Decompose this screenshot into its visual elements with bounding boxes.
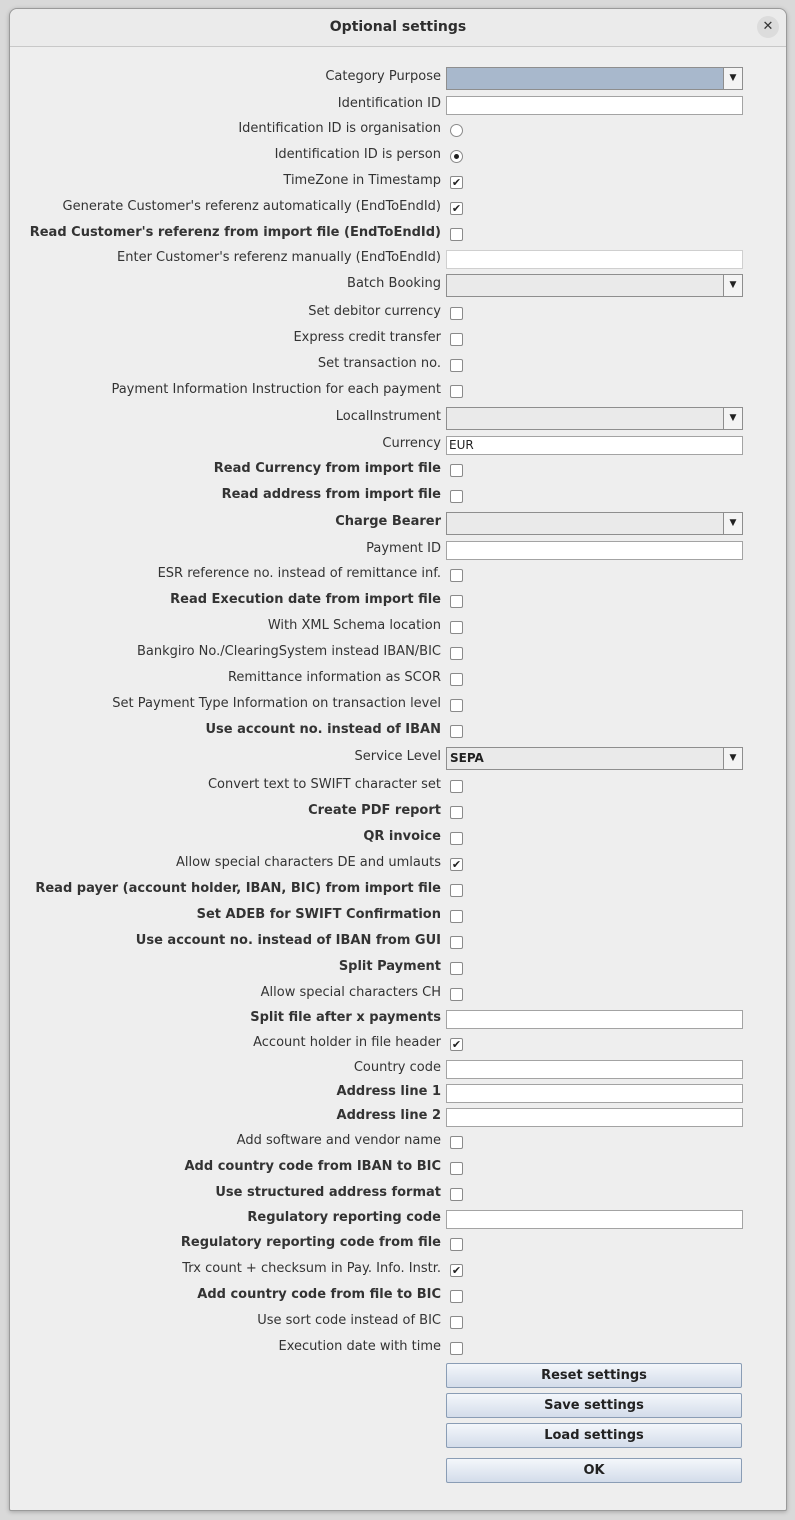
identification-id-input[interactable]: [446, 96, 743, 115]
esr-reference-no-instead-of-remittance-inf-label: ESR reference no. instead of remittance inf.: [157, 566, 441, 581]
identification-id-label: Identification ID: [337, 96, 441, 111]
setting-row-read-currency-from-import-file: [10, 458, 786, 482]
identification-id-is-organisation-radio[interactable]: [450, 124, 463, 137]
enter-customer-s-referenz-manually-endtoendid-input[interactable]: [446, 250, 743, 269]
add-software-and-vendor-name-checkbox[interactable]: [450, 1136, 463, 1149]
set-adeb-for-swift-confirmation-label: Set ADEB for SWIFT Confirmation: [196, 907, 441, 922]
setting-row-enter-customer-s-referenz-manually-endtoendid: [10, 247, 786, 271]
setting-row-use-sort-code-instead-of-bic: [10, 1310, 786, 1334]
currency-label: Currency: [382, 436, 441, 451]
check-icon: ✔: [451, 176, 462, 189]
setting-row-use-structured-address-format: [10, 1182, 786, 1206]
setting-row-qr-invoice: [10, 826, 786, 850]
reset-settings-button[interactable]: Reset settings: [446, 1363, 742, 1388]
radio-dot-icon: [454, 154, 459, 159]
setting-row-charge-bearer: [10, 511, 786, 535]
setting-row-timezone-in-timestamp: [10, 170, 786, 194]
category-purpose-label: Category Purpose: [325, 69, 441, 84]
setting-row-country-code: [10, 1057, 786, 1081]
batch-booking-dropdown[interactable]: [446, 274, 743, 297]
setting-row-identification-id-is-person: [10, 144, 786, 168]
check-icon: ✔: [451, 1038, 462, 1051]
add-country-code-from-file-to-bic-label: Add country code from file to BIC: [197, 1287, 441, 1302]
use-structured-address-format-checkbox[interactable]: [450, 1188, 463, 1201]
chevron-down-icon[interactable]: ▼: [723, 275, 742, 296]
currency-input[interactable]: EUR: [446, 436, 743, 455]
setting-row-allow-special-characters-de-and-umlauts: [10, 852, 786, 876]
setting-row-address-line-2: [10, 1105, 786, 1129]
payment-information-instruction-for-each-payment-label: Payment Information Instruction for each payment: [111, 382, 441, 397]
read-address-from-import-file-label: Read address from import file: [221, 487, 441, 502]
title-bar: [10, 9, 786, 47]
setting-row-bankgiro-no-clearingsystem-instead-iban-bic: [10, 641, 786, 665]
enter-customer-s-referenz-manually-endtoendid-label: Enter Customer's referenz manually (EndToEndId): [117, 250, 441, 265]
localinstrument-dropdown[interactable]: [446, 407, 743, 430]
chevron-down-icon[interactable]: ▼: [723, 748, 742, 769]
regulatory-reporting-code-label: Regulatory reporting code: [247, 1210, 441, 1225]
setting-row-service-level: [10, 746, 786, 770]
setting-row-address-line-1: [10, 1081, 786, 1105]
setting-row-use-account-no-instead-of-iban-from-gui: [10, 930, 786, 954]
setting-row-currency: [10, 433, 786, 457]
identification-id-is-organisation-label: Identification ID is organisation: [238, 121, 441, 136]
use-account-no-instead-of-iban-checkbox[interactable]: [450, 725, 463, 738]
setting-row-express-credit-transfer: [10, 327, 786, 351]
remittance-information-as-scor-checkbox[interactable]: [450, 673, 463, 686]
read-execution-date-from-import-file-checkbox[interactable]: [450, 595, 463, 608]
setting-row-category-purpose: [10, 66, 786, 90]
address-line-1-label: Address line 1: [336, 1084, 441, 1099]
load-settings-button[interactable]: Load settings: [446, 1423, 742, 1448]
setting-row-remittance-information-as-scor: [10, 667, 786, 691]
check-icon: ✔: [451, 202, 462, 215]
setting-row-read-execution-date-from-import-file: [10, 589, 786, 613]
check-icon: ✔: [451, 858, 462, 871]
ok-button[interactable]: OK: [446, 1458, 742, 1483]
read-payer-account-holder-iban-bic-from-import-file-label: Read payer (account holder, IBAN, BIC) from import file: [35, 881, 441, 896]
execution-date-with-time-checkbox[interactable]: [450, 1342, 463, 1355]
bankgiro-no-clearingsystem-instead-iban-bic-checkbox[interactable]: [450, 647, 463, 660]
setting-row-set-payment-type-information-on-transaction-level: [10, 693, 786, 717]
read-payer-account-holder-iban-bic-from-import-file-checkbox[interactable]: [450, 884, 463, 897]
setting-row-regulatory-reporting-code: [10, 1207, 786, 1231]
setting-row-payment-id: [10, 538, 786, 562]
timezone-in-timestamp-checkbox[interactable]: [450, 176, 463, 189]
dialog-title: Optional settings: [329, 19, 467, 35]
account-holder-in-file-header-label: Account holder in file header: [253, 1035, 441, 1050]
set-adeb-for-swift-confirmation-checkbox[interactable]: [450, 910, 463, 923]
setting-row-use-account-no-instead-of-iban: [10, 719, 786, 743]
remittance-information-as-scor-label: Remittance information as SCOR: [227, 670, 441, 685]
setting-row-esr-reference-no-instead-of-remittance-inf: [10, 563, 786, 587]
payment-id-label: Payment ID: [366, 541, 441, 556]
qr-invoice-label: QR invoice: [363, 829, 441, 844]
create-pdf-report-label: Create PDF report: [308, 803, 441, 818]
identification-id-is-person-radio[interactable]: [450, 150, 463, 163]
setting-row-account-holder-in-file-header: [10, 1032, 786, 1056]
setting-row-create-pdf-report: [10, 800, 786, 824]
qr-invoice-checkbox[interactable]: [450, 832, 463, 845]
use-account-no-instead-of-iban-from-gui-checkbox[interactable]: [450, 936, 463, 949]
use-structured-address-format-label: Use structured address format: [215, 1185, 441, 1200]
set-payment-type-information-on-transaction-level-label: Set Payment Type Information on transaction level: [112, 696, 441, 711]
chevron-down-icon[interactable]: ▼: [723, 68, 742, 89]
set-transaction-no-label: Set transaction no.: [317, 356, 441, 371]
with-xml-schema-location-label: With XML Schema location: [267, 618, 441, 633]
setting-row-identification-id: [10, 93, 786, 117]
with-xml-schema-location-checkbox[interactable]: [450, 621, 463, 634]
allow-special-characters-de-and-umlauts-label: Allow special characters DE and umlauts: [175, 855, 441, 870]
address-line-1-input[interactable]: [446, 1084, 743, 1103]
setting-row-split-payment: [10, 956, 786, 980]
add-software-and-vendor-name-label: Add software and vendor name: [236, 1133, 441, 1148]
regulatory-reporting-code-input[interactable]: [446, 1210, 743, 1229]
use-sort-code-instead-of-bic-label: Use sort code instead of BIC: [257, 1313, 441, 1328]
read-currency-from-import-file-checkbox[interactable]: [450, 464, 463, 477]
identification-id-is-person-label: Identification ID is person: [274, 147, 441, 162]
timezone-in-timestamp-label: TimeZone in Timestamp: [283, 173, 441, 188]
split-payment-label: Split Payment: [338, 959, 441, 974]
generate-customer-s-referenz-automatically-endtoendid-checkbox[interactable]: [450, 202, 463, 215]
localinstrument-label: LocalInstrument: [335, 409, 441, 424]
address-line-2-input[interactable]: [446, 1108, 743, 1127]
setting-row-trx-count-checksum-in-pay-info-instr: [10, 1258, 786, 1282]
setting-row-set-transaction-no: [10, 353, 786, 377]
account-holder-in-file-header-checkbox[interactable]: [450, 1038, 463, 1051]
setting-row-add-country-code-from-file-to-bic: [10, 1284, 786, 1308]
setting-row-read-address-from-import-file: [10, 484, 786, 508]
setting-row-read-customer-s-referenz-from-import-file-endtoendid: [10, 222, 786, 246]
service-level-dropdown-value: SEPA: [450, 751, 484, 765]
set-debitor-currency-checkbox[interactable]: [450, 307, 463, 320]
setting-row-set-debitor-currency: [10, 301, 786, 325]
esr-reference-no-instead-of-remittance-inf-checkbox[interactable]: [450, 569, 463, 582]
convert-text-to-swift-character-set-label: Convert text to SWIFT character set: [207, 777, 441, 792]
close-icon[interactable]: ✕: [757, 16, 779, 38]
address-line-2-label: Address line 2: [336, 1108, 441, 1123]
charge-bearer-dropdown[interactable]: [446, 512, 743, 535]
create-pdf-report-checkbox[interactable]: [450, 806, 463, 819]
batch-booking-label: Batch Booking: [347, 276, 441, 291]
use-sort-code-instead-of-bic-checkbox[interactable]: [450, 1316, 463, 1329]
setting-row-allow-special-characters-ch: [10, 982, 786, 1006]
regulatory-reporting-code-from-file-checkbox[interactable]: [450, 1238, 463, 1251]
setting-row-execution-date-with-time: [10, 1336, 786, 1360]
setting-row-add-country-code-from-iban-to-bic: [10, 1156, 786, 1180]
add-country-code-from-iban-to-bic-checkbox[interactable]: [450, 1162, 463, 1175]
setting-row-generate-customer-s-referenz-automatically-endtoendid: [10, 196, 786, 220]
allow-special-characters-ch-checkbox[interactable]: [450, 988, 463, 1001]
setting-row-batch-booking: [10, 273, 786, 297]
split-file-after-x-payments-input[interactable]: [446, 1010, 743, 1029]
optional-settings-dialog: [9, 8, 787, 1511]
chevron-down-icon[interactable]: ▼: [723, 513, 742, 534]
allow-special-characters-de-and-umlauts-checkbox[interactable]: [450, 858, 463, 871]
setting-row-localinstrument: [10, 406, 786, 430]
add-country-code-from-iban-to-bic-label: Add country code from IBAN to BIC: [184, 1159, 441, 1174]
service-level-label: Service Level: [354, 749, 441, 764]
setting-row-with-xml-schema-location: [10, 615, 786, 639]
use-account-no-instead-of-iban-from-gui-label: Use account no. instead of IBAN from GUI: [135, 933, 441, 948]
use-account-no-instead-of-iban-label: Use account no. instead of IBAN: [205, 722, 441, 737]
setting-row-identification-id-is-organisation: [10, 118, 786, 142]
generate-customer-s-referenz-automatically-endtoendid-label: Generate Customer's referenz automatically (EndToEndId): [62, 199, 441, 214]
category-purpose-dropdown[interactable]: [446, 67, 743, 90]
setting-row-split-file-after-x-payments: [10, 1007, 786, 1031]
express-credit-transfer-label: Express credit transfer: [293, 330, 441, 345]
set-debitor-currency-label: Set debitor currency: [308, 304, 441, 319]
country-code-input[interactable]: [446, 1060, 743, 1079]
add-country-code-from-file-to-bic-checkbox[interactable]: [450, 1290, 463, 1303]
chevron-down-icon[interactable]: ▼: [723, 408, 742, 429]
bankgiro-no-clearingsystem-instead-iban-bic-label: Bankgiro No./ClearingSystem instead IBAN/BIC: [137, 644, 441, 659]
execution-date-with-time-label: Execution date with time: [278, 1339, 441, 1354]
payment-id-input[interactable]: [446, 541, 743, 560]
setting-row-convert-text-to-swift-character-set: [10, 774, 786, 798]
split-payment-checkbox[interactable]: [450, 962, 463, 975]
check-icon: ✔: [451, 1264, 462, 1277]
read-address-from-import-file-checkbox[interactable]: [450, 490, 463, 503]
split-file-after-x-payments-label: Split file after x payments: [250, 1010, 441, 1025]
trx-count-checksum-in-pay-info-instr-label: Trx count + checksum in Pay. Info. Instr.: [182, 1261, 441, 1276]
setting-row-read-payer-account-holder-iban-bic-from-import-file: [10, 878, 786, 902]
save-settings-button[interactable]: Save settings: [446, 1393, 742, 1418]
setting-row-add-software-and-vendor-name: [10, 1130, 786, 1154]
payment-information-instruction-for-each-payment-checkbox[interactable]: [450, 385, 463, 398]
setting-row-regulatory-reporting-code-from-file: [10, 1232, 786, 1256]
set-transaction-no-checkbox[interactable]: [450, 359, 463, 372]
express-credit-transfer-checkbox[interactable]: [450, 333, 463, 346]
read-execution-date-from-import-file-label: Read Execution date from import file: [170, 592, 441, 607]
trx-count-checksum-in-pay-info-instr-checkbox[interactable]: [450, 1264, 463, 1277]
read-currency-from-import-file-label: Read Currency from import file: [213, 461, 441, 476]
read-customer-s-referenz-from-import-file-endtoendid-label: Read Customer's referenz from import file (EndToEndId): [29, 225, 441, 240]
regulatory-reporting-code-from-file-label: Regulatory reporting code from file: [180, 1235, 441, 1250]
allow-special-characters-ch-label: Allow special characters CH: [260, 985, 441, 1000]
read-customer-s-referenz-from-import-file-endtoendid-checkbox[interactable]: [450, 228, 463, 241]
setting-row-set-adeb-for-swift-confirmation: [10, 904, 786, 928]
charge-bearer-label: Charge Bearer: [335, 514, 441, 529]
service-level-dropdown[interactable]: [446, 747, 743, 770]
convert-text-to-swift-character-set-checkbox[interactable]: [450, 780, 463, 793]
set-payment-type-information-on-transaction-level-checkbox[interactable]: [450, 699, 463, 712]
country-code-label: Country code: [353, 1060, 441, 1075]
setting-row-payment-information-instruction-for-each-payment: [10, 379, 786, 403]
